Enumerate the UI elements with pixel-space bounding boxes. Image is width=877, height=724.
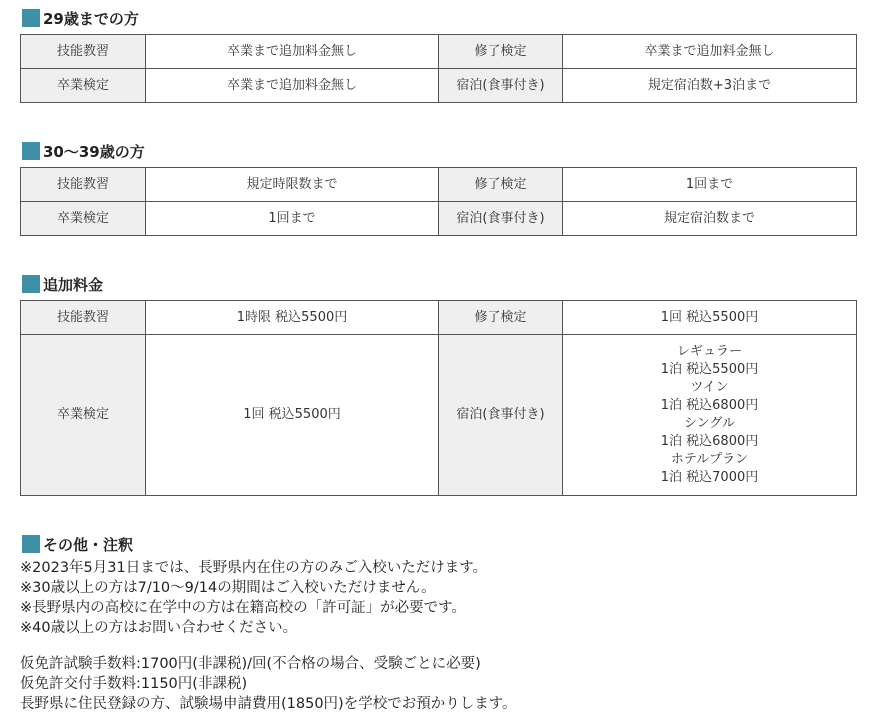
table-row — [21, 35, 857, 69]
cell-label: 技能教習 — [21, 168, 146, 202]
cell-value: 卒業まで追加料金無し — [146, 69, 439, 103]
section-heading-under-30 — [22, 8, 139, 28]
fee-line: 長野県に住民登録の方、試験場申請費用(1850円)を学校でお預かりします。 — [20, 696, 517, 712]
section-heading-text: 30〜39歳の方 — [43, 142, 145, 161]
note-line: ※長野県内の高校に在学中の方は在籍高校の「許可証」が必要です。 — [20, 600, 466, 616]
table-row — [21, 335, 857, 496]
heading-marker-icon — [22, 535, 40, 553]
plan-price: 1泊 税込5500円 — [660, 362, 759, 377]
cell-value: 1回 税込5500円 — [563, 301, 857, 335]
section-heading-notes — [22, 534, 133, 554]
fees-list — [20, 654, 860, 714]
note-line: ※40歳以上の方はお問い合わせください。 — [20, 620, 298, 636]
cell-value: 規定時限数まで — [146, 168, 439, 202]
section-heading-text: 29歳までの方 — [43, 9, 139, 28]
plan-name: シングル — [683, 416, 736, 431]
heading-marker-icon — [22, 9, 40, 27]
table-30-39 — [20, 167, 857, 236]
note-line: ※30歳以上の方は7/10〜9/14の期間はご入校いただけません。 — [20, 580, 436, 596]
table-additional-fees — [20, 300, 857, 496]
cell-value: 1回 税込5500円 — [146, 335, 439, 496]
cell-label: 修了検定 — [439, 168, 563, 202]
fee-line: 仮免許試験手数料:1700円(非課税)/回(不合格の場合、受験ごとに必要) — [20, 656, 481, 672]
cell-value: 1回まで — [146, 202, 439, 236]
notes-list — [20, 558, 860, 638]
cell-label: 修了検定 — [439, 301, 563, 335]
cell-label: 宿泊(食事付き) — [439, 69, 563, 103]
cell-value: 卒業まで追加料金無し — [146, 35, 439, 69]
cell-label: 宿泊(食事付き) — [439, 335, 563, 496]
cell-label: 卒業検定 — [21, 69, 146, 103]
table-row — [21, 168, 857, 202]
section-heading-additional — [22, 274, 103, 294]
accommodation-plans-cell — [563, 335, 857, 496]
table-under-30 — [20, 34, 857, 103]
table-row — [21, 202, 857, 236]
plan-name: レギュラー — [676, 344, 742, 359]
cell-value: 卒業まで追加料金無し — [563, 35, 857, 69]
cell-label: 卒業検定 — [21, 335, 146, 496]
cell-label: 卒業検定 — [21, 202, 146, 236]
heading-marker-icon — [22, 142, 40, 160]
cell-label: 宿泊(食事付き) — [439, 202, 563, 236]
section-heading-text: 追加料金 — [43, 275, 104, 294]
cell-label: 修了検定 — [439, 35, 563, 69]
plan-name: ツイン — [690, 380, 729, 395]
heading-marker-icon — [22, 275, 40, 293]
cell-value: 規定宿泊数+3泊まで — [563, 69, 857, 103]
cell-value: 1時限 税込5500円 — [146, 301, 439, 335]
note-line: ※2023年5月31日までは、長野県内在住の方のみご入校いただけます。 — [20, 560, 488, 576]
plan-name: ホテルプラン — [670, 452, 749, 467]
section-heading-30-39 — [22, 141, 145, 161]
cell-label: 技能教習 — [21, 35, 146, 69]
cell-label: 技能教習 — [21, 301, 146, 335]
plan-price: 1泊 税込6800円 — [660, 398, 759, 413]
cell-value: 規定宿泊数まで — [563, 202, 857, 236]
fee-line: 仮免許交付手数料:1150円(非課税) — [20, 676, 248, 692]
plan-price: 1泊 税込7000円 — [660, 470, 759, 485]
cell-value: 1回まで — [563, 168, 857, 202]
section-heading-text: その他・注釈 — [43, 535, 134, 554]
table-row — [21, 69, 857, 103]
plan-price: 1泊 税込6800円 — [660, 434, 759, 449]
table-row — [21, 301, 857, 335]
